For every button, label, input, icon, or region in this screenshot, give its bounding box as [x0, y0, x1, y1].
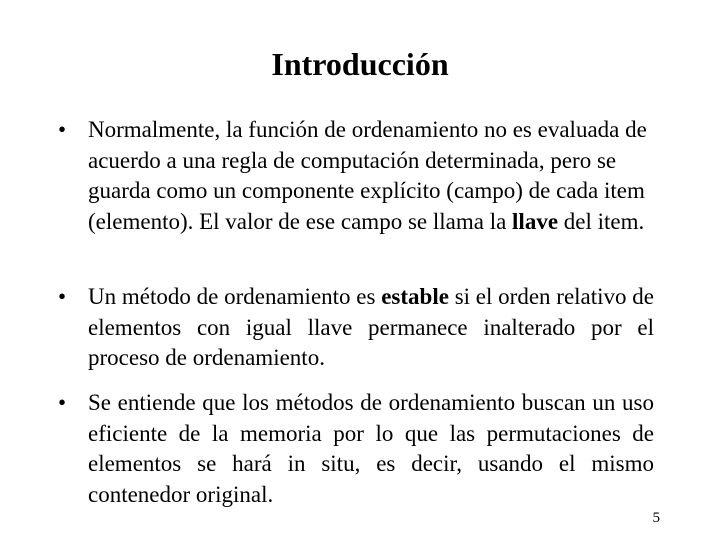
- bullet-marker: •: [58, 390, 67, 415]
- slide-title: Introducción: [271, 46, 449, 82]
- bullet-text: [88, 282, 654, 374]
- bullet-item: [58, 388, 654, 510]
- bullet-text: Se entiende que los métodos de ordenamiento buscan un uso eficiente de la memoria por lo que las permutaciones de elementos se hará in situ, es decir, usando el mismo contenedor original.: [88, 390, 654, 507]
- bullet-marker: •: [58, 284, 67, 309]
- bullet-marker: •: [58, 117, 67, 142]
- bullet-item: [58, 115, 654, 237]
- bullet-text: [88, 115, 654, 237]
- bullet-text-segment: si el orden relativo de elementos con igual llave permanece inalterado por el proceso de ordenamiento.: [88, 284, 654, 370]
- bullet-text-segment: Un método de ordenamiento es: [88, 284, 382, 309]
- bullet-item: [58, 282, 654, 374]
- emphasized-term: llave: [512, 208, 559, 234]
- page-number: 5: [652, 510, 660, 526]
- bullet-text-segment: del item.: [558, 208, 645, 234]
- emphasized-term: estable: [381, 284, 449, 309]
- bullet-text-segment: Normalmente, la función de ordenamiento no es evaluada de acuerdo a una regla de computación determinada, pero se guarda como un componente explícito (campo) de cada item (elemento). El valor de ese campo se llama la: [88, 117, 647, 234]
